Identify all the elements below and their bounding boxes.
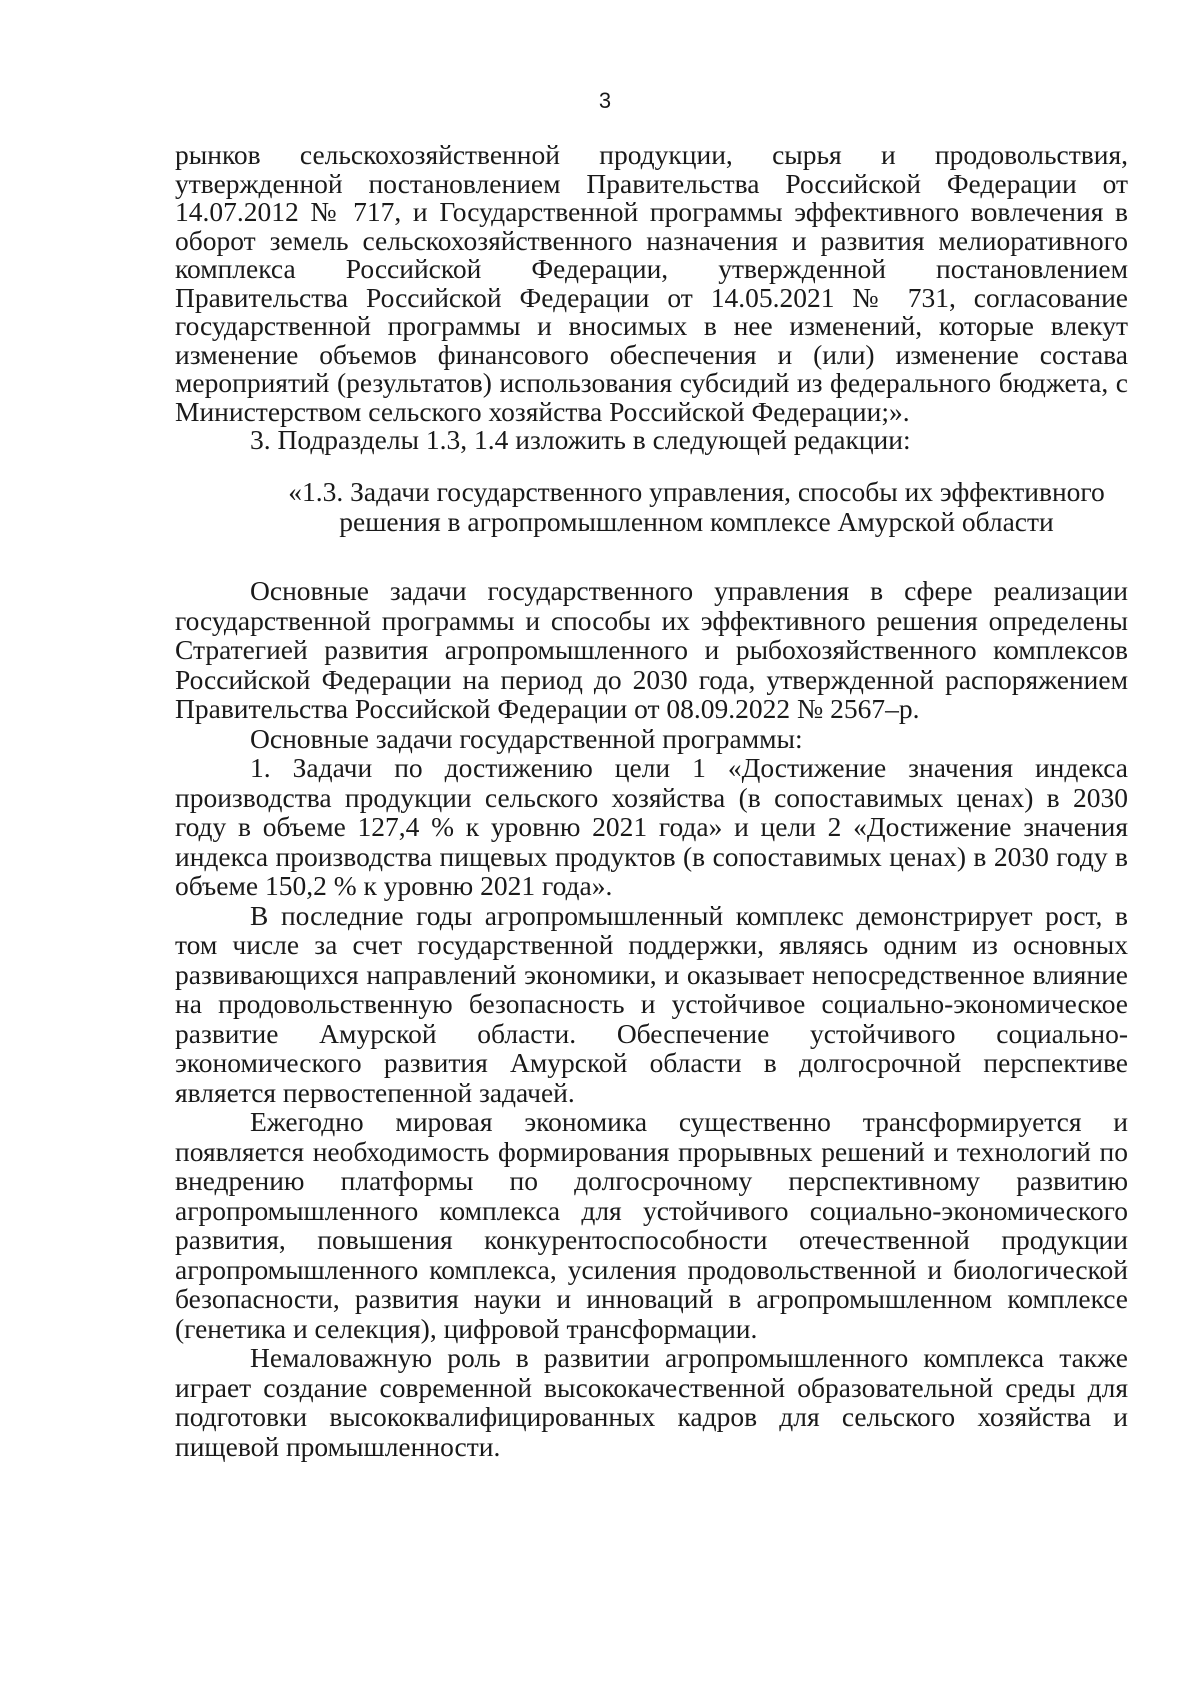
body-paragraph-2: Основные задачи государственной программы: <box>250 722 803 754</box>
section-title-line-2: решения в агропромышленном комплексе Амурской области <box>339 506 1054 537</box>
body-paragraph-1: Основные задачи государственного управления в сфере реализации государственной программы и способы их эффективного решения определены Стратегией развития агропромышленного и рыбохозяйственного комплексов Российской Федерации на период до 2030 года, утвержденной распоряжением Правительства Российской Федерации от 08.09.2022 № 2567–р. <box>175 575 1128 724</box>
intro-text-block <box>175 141 1128 455</box>
body-paragraph-3: 1. Задачи по достижению цели 1 «Достижение значения индекса производства продукции сельского хозяйства (в сопоставимых ценах) в 2030 году в объеме 127,4 % к уровню 2021 года» и цели 2 «Достижение значения индекса производства пищевых продуктов (в сопоставимых ценах) в 2030 году в объеме 150,2 % к уровню 2021 года». <box>175 752 1128 901</box>
body-paragraph-6: Немаловажную роль в развитии агропромышленного комплекса также играет создание современной высококачественной образовательной среды для подготовки высококвалифицированных кадров для сельского хозяйства и пищевой промышленности. <box>175 1342 1128 1462</box>
section-title-line-1: «1.3. Задачи государственного управления, способы их эффективного <box>288 476 1105 507</box>
page-number: 3 <box>598 88 612 113</box>
body-paragraph-4: В последние годы агропромышленный комплекс демонстрирует рост, в том числе за счет государственной поддержки, являясь одним из основных развивающихся направлений экономики, и оказывает непосредственное влияние на продовольственную безопасность и устойчивое социально-экономическое развитие Амурской области. Обеспечение устойчивого социально-экономического развития Амурской области в долгосрочной перспективе является первостепенной задачей. <box>175 899 1128 1108</box>
body-paragraph-5: Ежегодно мировая экономика существенно трансформируется и появляется необходимость формирования прорывных решений и технологий по внедрению платформы по долгосрочному перспективному развитию агропромышленного комплекса для устойчивого социально-экономического развития, повышения конкурентоспособности отечественной продукции агропромышленного комплекса, усиления продовольственной и биологической безопасности, развития науки и инноваций в агропромышленном комплексе (генетика и селекция), цифровой трансформации. <box>175 1106 1128 1344</box>
intro-paragraph: рынков сельскохозяйственной продукции, сырья и продовольствия, утвержденной постановлением Правительства Российской Федерации от 14.07.2012 № 717, и Государственной программы эффективного вовлечения в оборот земель сельскохозяйственного назначения и развития мелиоративного комплекса Российской Федерации, утвержденной постановлением Правительства Российской Федерации от 14.05.2021 № 731, согласование государственной программы и вносимых в нее изменений, которые влекут изменение объемов финансового обеспечения и (или) изменение состава мероприятий (результатов) использования субсидий из федерального бюджета, с Министерством сельского хозяйства Российской Федерации;». <box>175 139 1128 427</box>
section-body <box>175 576 1128 1461</box>
item-3-paragraph: 3. Подразделы 1.3, 1.4 изложить в следующей редакции: <box>250 424 911 455</box>
